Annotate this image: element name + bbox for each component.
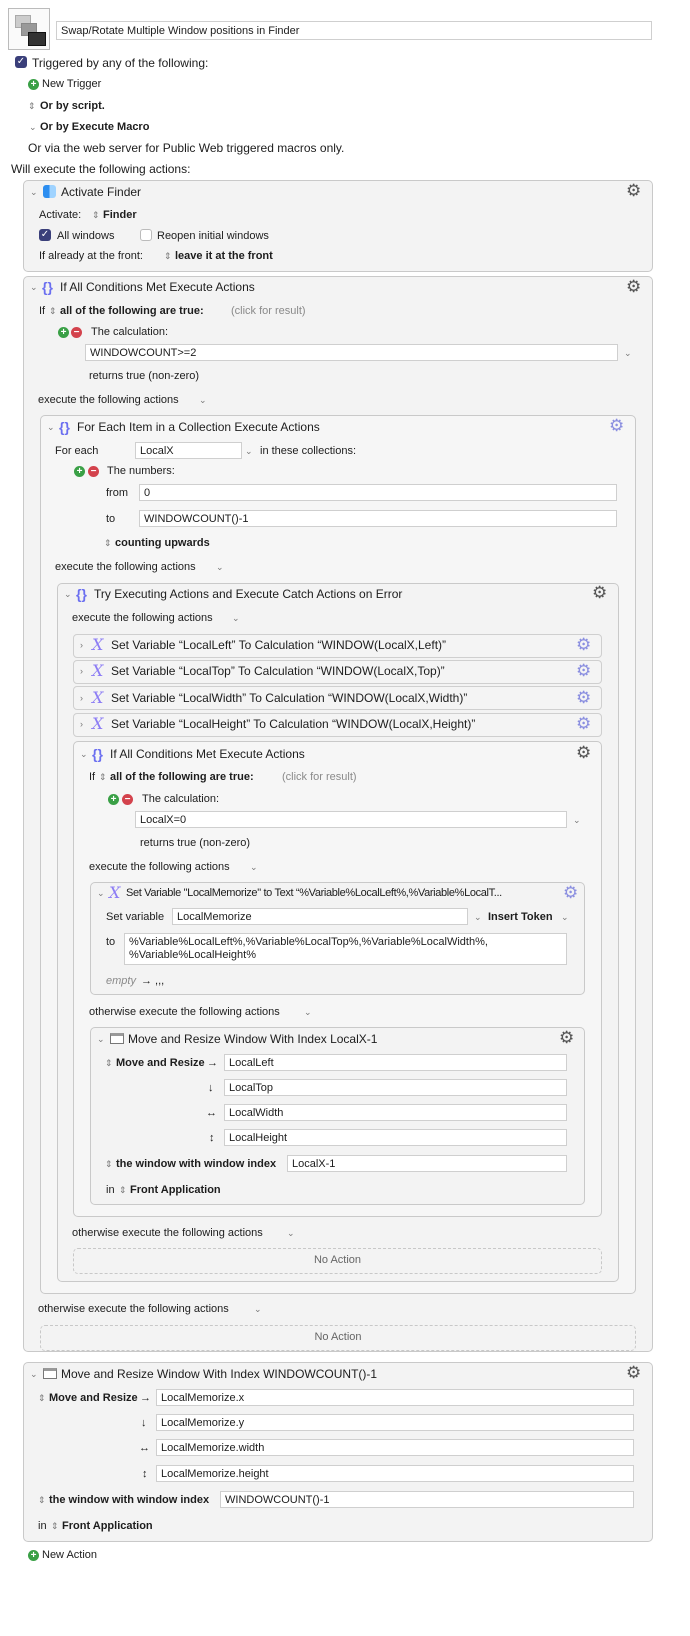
reopen-checkbox[interactable] [140, 229, 152, 241]
front-label: If already at the front: [39, 250, 143, 262]
updown-icon: ⇕ [99, 772, 107, 782]
chevron-down-icon[interactable]: ⌄ [80, 749, 88, 759]
chevron-down-icon[interactable]: ⌄ [561, 912, 569, 922]
all-windows-checkbox[interactable]: ✓ [40, 229, 50, 240]
index-input[interactable]: WINDOWCOUNT()-1 [220, 1491, 634, 1508]
action-title: Move and Resize Window With Index LocalX-1 [128, 1032, 378, 1046]
to-label: to [106, 513, 116, 525]
new-action-button[interactable]: New Action [42, 1549, 98, 1561]
window-index-popup[interactable]: the window with window index [49, 1494, 210, 1506]
updown-icon: ⇕ [105, 1058, 113, 1068]
chevron-down-icon[interactable]: ⌄ [199, 395, 207, 405]
add-condition-button[interactable]: + [58, 327, 69, 338]
chevron-down-icon[interactable]: ⌄ [232, 613, 240, 623]
action-title: For Each Item in a Collection Execute Actions [77, 420, 320, 434]
activate-label: Activate: [39, 209, 82, 221]
down-arrow-icon: ↓ [141, 1417, 147, 1429]
click-for-result[interactable]: (click for result) [231, 305, 306, 317]
braces-icon: {} [59, 419, 70, 435]
gear-icon[interactable]: ⚙ [559, 1028, 575, 1047]
action-title: Activate Finder [61, 185, 142, 199]
chevron-down-icon[interactable]: ⌄ [304, 1007, 312, 1017]
web-trigger-text: Or via the web server for Public Web triggered macros only. [28, 141, 345, 155]
variable-icon: X [92, 635, 104, 654]
gear-icon[interactable]: ⚙ [592, 583, 608, 602]
execute-label: execute the following actions [89, 861, 230, 873]
add-condition-button[interactable]: + [108, 794, 119, 805]
action-title: Move and Resize Window With Index WINDOWCOUNT()-1 [61, 1367, 378, 1381]
macro-title-input[interactable]: Swap/Rotate Multiple Window positions in Finder [56, 21, 652, 40]
updown-icon: ⇕ [105, 1159, 113, 1169]
chevron-down-icon[interactable]: ⌄ [474, 912, 482, 922]
triggered-checkbox[interactable]: ✓ [16, 56, 26, 67]
for-each-label: For each [55, 445, 99, 457]
window-icon [43, 1368, 57, 1379]
condition-popup[interactable]: all of the following are true: [60, 305, 204, 317]
gear-icon[interactable]: ⚙ [563, 883, 579, 902]
chevron-down-icon[interactable]: ⌄ [30, 1369, 38, 1379]
otherwise-label: otherwise execute the following actions [38, 1303, 229, 1315]
otherwise-label: otherwise execute the following actions [89, 1006, 280, 1018]
chevron-right-icon[interactable]: › [80, 693, 83, 703]
gear-icon[interactable]: ⚙ [576, 635, 592, 654]
variable-icon: X [92, 661, 104, 680]
updown-icon: ⇕ [164, 251, 172, 261]
variable-icon: X [92, 688, 104, 707]
variable-input[interactable]: LocalX [135, 442, 242, 459]
braces-icon: {} [42, 279, 53, 295]
braces-icon: {} [92, 746, 103, 762]
updown-icon: ⇕ [49, 306, 57, 316]
horizontal-arrow-icon: ↔ [206, 1107, 217, 1119]
click-for-result[interactable]: (click for result) [282, 771, 357, 783]
chevron-right-icon[interactable]: › [80, 640, 83, 650]
no-action-placeholder[interactable]: No Action [73, 1248, 602, 1274]
gear-icon[interactable]: ⚙ [609, 416, 625, 435]
in-label: in [38, 1520, 47, 1532]
chevron-right-icon[interactable]: › [80, 666, 83, 676]
chevron-down-icon[interactable]: ⌄ [30, 282, 38, 292]
variable-icon: X [109, 883, 121, 902]
all-windows-label: All windows [57, 230, 115, 242]
chevron-right-icon[interactable]: › [80, 719, 83, 729]
collections-label: in these collections: [260, 445, 356, 457]
no-action-placeholder[interactable]: No Action [40, 1325, 636, 1351]
chevron-down-icon[interactable]: ⌄ [573, 815, 581, 825]
x-input[interactable]: LocalMemorize.x [156, 1389, 634, 1406]
if-label: If [39, 305, 46, 317]
otherwise-label: otherwise execute the following actions [72, 1227, 263, 1239]
right-arrow-icon: → [140, 1392, 151, 1404]
execute-label: execute the following actions [38, 394, 179, 406]
returns-label: returns true (non-zero) [89, 370, 200, 382]
set-variable-label: Set variable [106, 911, 165, 923]
calc-label: The calculation: [91, 326, 169, 338]
remove-collection-button[interactable]: − [88, 466, 99, 477]
to-label: to [106, 936, 116, 948]
chevron-down-icon[interactable]: ⌄ [216, 562, 224, 572]
updown-icon: ⇕ [92, 210, 100, 220]
updown-icon: ⇕ [51, 1521, 59, 1531]
action-title: Try Executing Actions and Execute Catch Actions on Error [94, 587, 403, 601]
preview-value: → ,,, [141, 975, 165, 987]
height-input[interactable]: LocalHeight [224, 1129, 567, 1146]
action-title: Set Variable “LocalTop” To Calculation “WINDOW(LocalX,Top)” [111, 664, 445, 678]
front-popup[interactable]: leave it at the front [175, 250, 273, 262]
calc-input[interactable]: WINDOWCOUNT>=2 [85, 344, 618, 361]
y-input[interactable]: LocalTop [224, 1079, 567, 1096]
gear-icon[interactable]: ⚙ [626, 277, 642, 296]
variable-input[interactable]: LocalMemorize [172, 908, 468, 925]
finder-icon [43, 185, 56, 198]
window-index-popup[interactable]: the window with window index [116, 1158, 277, 1170]
mode-popup[interactable]: Move and Resize [49, 1392, 138, 1404]
vertical-arrow-icon: ↕ [209, 1132, 215, 1144]
chevron-down-icon[interactable]: ⌄ [64, 589, 72, 599]
chevron-down-icon[interactable]: ⌄ [287, 1228, 295, 1238]
chevron-down-icon: ⌄ [29, 122, 37, 132]
down-arrow-icon: ↓ [208, 1082, 214, 1094]
action-title: Set Variable “LocalHeight” To Calculation “WINDOW(LocalX,Height)” [111, 717, 476, 731]
reopen-label: Reopen initial windows [157, 230, 269, 242]
vertical-arrow-icon: ↕ [142, 1468, 148, 1480]
window-stack-icon-front [28, 32, 46, 46]
condition-popup[interactable]: all of the following are true: [110, 771, 254, 783]
horizontal-arrow-icon: ↔ [139, 1442, 150, 1454]
index-input[interactable]: LocalX-1 [287, 1155, 567, 1172]
updown-icon: ⇕ [119, 1185, 127, 1195]
chevron-down-icon[interactable]: ⌄ [624, 348, 632, 358]
gear-icon[interactable]: ⚙ [626, 181, 642, 200]
remove-condition-button[interactable]: − [71, 327, 82, 338]
will-execute-label: Will execute the following actions: [11, 162, 191, 176]
chevron-down-icon[interactable]: ⌄ [254, 1304, 262, 1314]
height-input[interactable]: LocalMemorize.height [156, 1465, 634, 1482]
chevron-down-icon[interactable]: ⌄ [30, 187, 38, 197]
action-title: Set Variable "LocalMemorize" to Text “%Variable%LocalLeft%,%Variable%LocalT... [126, 887, 502, 899]
width-input[interactable]: LocalWidth [224, 1104, 567, 1121]
text-area[interactable]: %Variable%LocalLeft%,%Variable%LocalTop%,%Variable%LocalWidth%, %Variable%LocalHeight% [124, 933, 567, 965]
chevron-down-icon[interactable]: ⌄ [47, 422, 55, 432]
from-label: from [106, 487, 128, 499]
calc-input[interactable]: LocalX=0 [135, 811, 567, 828]
x-input[interactable]: LocalLeft [224, 1054, 567, 1071]
chevron-down-icon[interactable]: ⌄ [245, 446, 253, 456]
execute-label: execute the following actions [72, 612, 213, 624]
gear-icon[interactable]: ⚙ [576, 714, 592, 733]
right-arrow-icon: → [207, 1057, 218, 1069]
from-input[interactable]: 0 [139, 484, 617, 501]
remove-condition-button[interactable]: − [122, 794, 133, 805]
action-title: Set Variable “LocalLeft” To Calculation “WINDOW(LocalX,Left)” [111, 638, 447, 652]
variable-icon: X [92, 714, 104, 733]
mode-popup[interactable]: Move and Resize [116, 1057, 205, 1069]
chevron-down-icon[interactable]: ⌄ [97, 888, 105, 898]
plus-icon[interactable]: + [28, 1550, 39, 1561]
returns-label: returns true (non-zero) [140, 837, 251, 849]
or-by-execute-macro[interactable]: Or by Execute Macro [40, 121, 150, 133]
braces-icon: {} [76, 586, 87, 602]
new-trigger-button[interactable]: New Trigger [42, 78, 102, 90]
width-input[interactable]: LocalMemorize.width [156, 1439, 634, 1456]
counting-popup[interactable]: counting upwards [115, 537, 210, 549]
app-popup[interactable]: Finder [103, 209, 137, 221]
macro-icon[interactable] [8, 8, 50, 50]
gear-icon[interactable]: ⚙ [576, 661, 592, 680]
updown-icon: ⇕ [38, 1495, 46, 1505]
app-popup[interactable]: Front Application [130, 1184, 221, 1196]
updown-icon: ⇕ [104, 538, 112, 548]
in-label: in [106, 1184, 115, 1196]
add-collection-button[interactable]: + [74, 466, 85, 477]
insert-token-button[interactable]: Insert Token [488, 911, 553, 923]
plus-icon[interactable]: + [28, 79, 39, 90]
action-title: Set Variable “LocalWidth” To Calculation “WINDOW(LocalX,Width)” [111, 691, 468, 705]
gear-icon[interactable]: ⚙ [576, 743, 592, 762]
gear-icon[interactable]: ⚙ [576, 688, 592, 707]
preview-empty-label: empty [106, 975, 136, 987]
updown-icon: ⇕ [28, 101, 36, 111]
window-icon [110, 1033, 124, 1044]
to-input[interactable]: WINDOWCOUNT()-1 [139, 510, 617, 527]
or-by-script[interactable]: Or by script. [40, 100, 105, 112]
updown-icon: ⇕ [38, 1393, 46, 1403]
triggered-label: Triggered by any of the following: [32, 56, 209, 70]
calc-label: The calculation: [142, 793, 220, 805]
execute-label: execute the following actions [55, 561, 196, 573]
gear-icon[interactable]: ⚙ [626, 1363, 642, 1382]
action-title: If All Conditions Met Execute Actions [110, 747, 305, 761]
chevron-down-icon[interactable]: ⌄ [97, 1034, 105, 1044]
app-popup[interactable]: Front Application [62, 1520, 153, 1532]
if-label: If [89, 771, 96, 783]
y-input[interactable]: LocalMemorize.y [156, 1414, 634, 1431]
action-title: If All Conditions Met Execute Actions [60, 280, 255, 294]
numbers-label: The numbers: [107, 465, 175, 477]
chevron-down-icon[interactable]: ⌄ [250, 862, 258, 872]
